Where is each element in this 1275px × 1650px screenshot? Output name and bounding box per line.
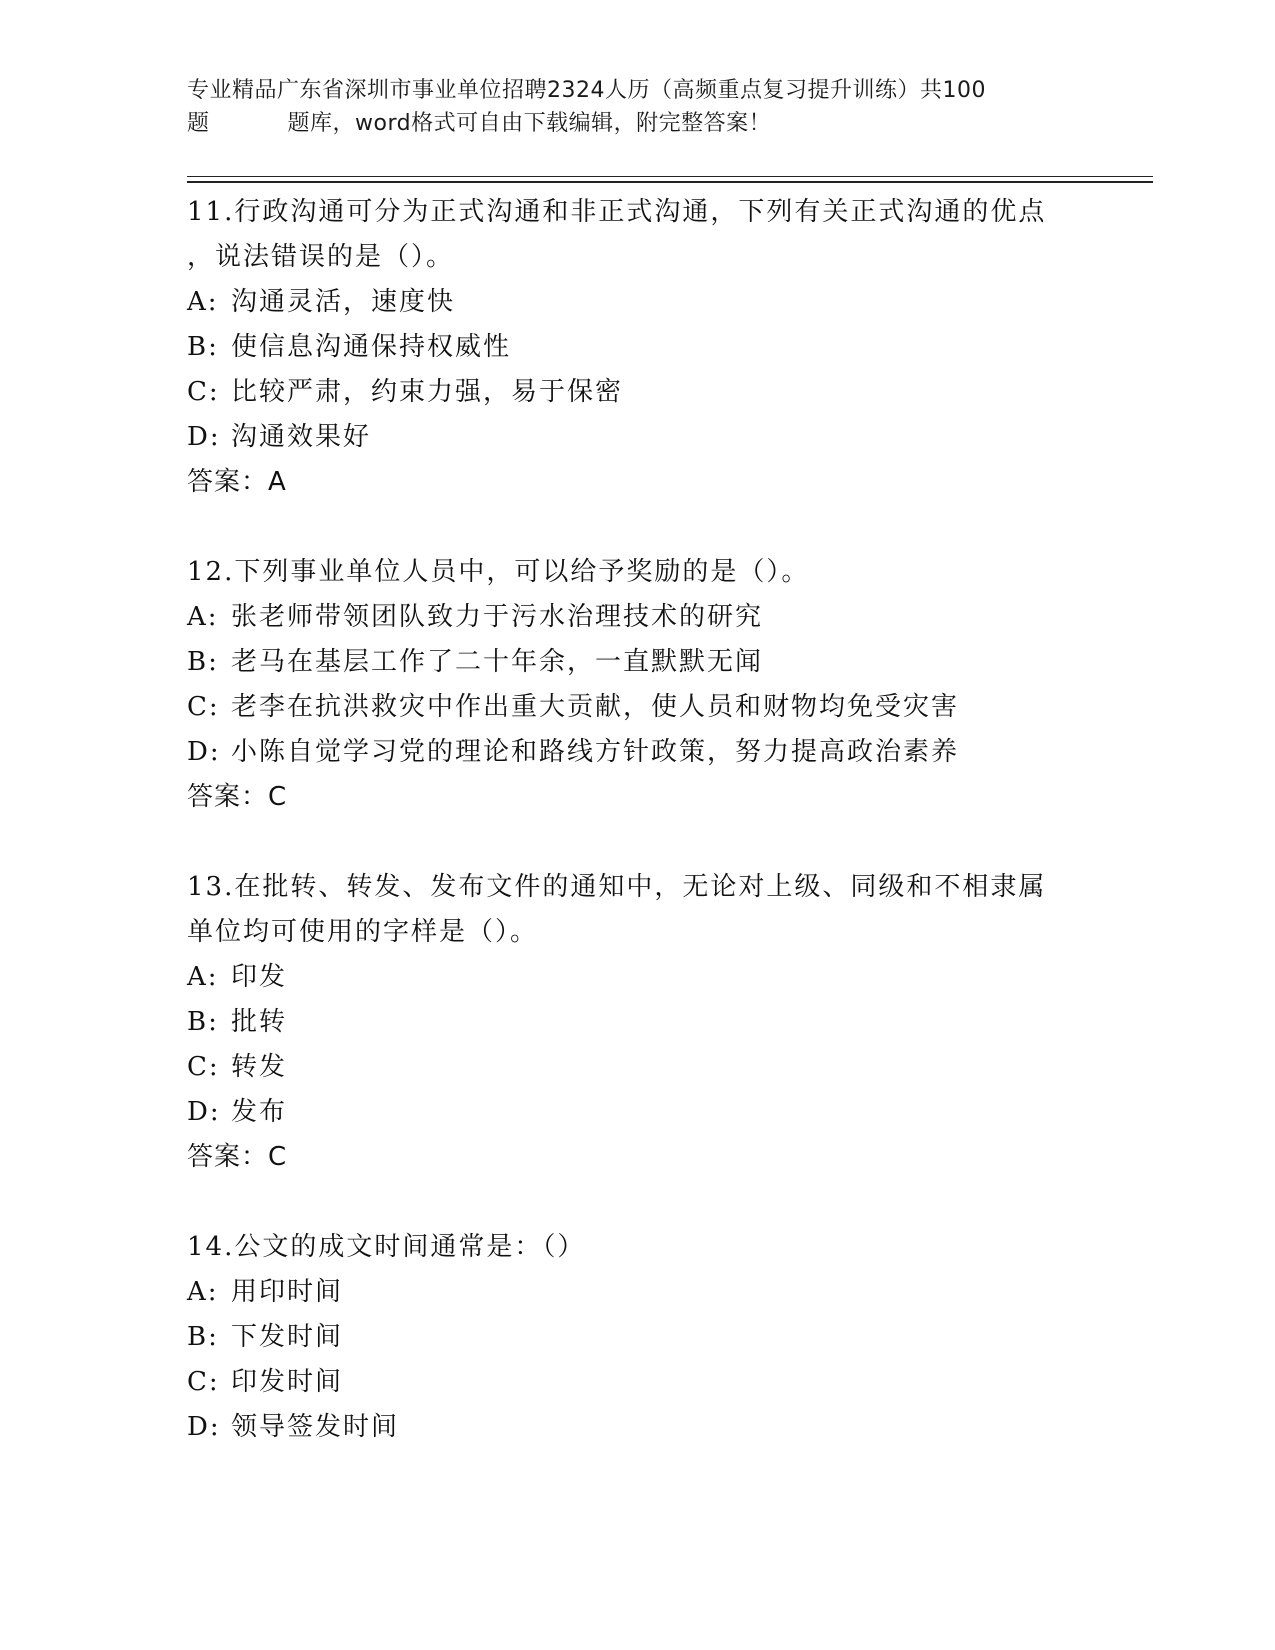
- header-line-2-right: 题库，word格式可自由下载编辑，附完整答案！: [287, 111, 772, 136]
- option-text: 使信息沟通保持权威性: [231, 332, 512, 362]
- option-text: 老李在抗洪救灾中作出重大贡献，使人员和财物均免受灾害: [231, 692, 960, 722]
- option-letter: B:: [187, 1007, 219, 1037]
- option-b: [187, 640, 1087, 685]
- option-d: [187, 1405, 1087, 1450]
- option-text: 沟通灵活，速度快: [231, 287, 456, 317]
- header-divider-thin: [187, 176, 1153, 177]
- option-text: 用印时间: [231, 1277, 344, 1307]
- option-letter: A:: [187, 602, 219, 632]
- option-letter: B:: [187, 647, 219, 677]
- option-text: 转发: [231, 1052, 288, 1082]
- header-divider-thick: [187, 181, 1153, 183]
- option-a: [187, 955, 1087, 1000]
- answer-line: 答案：A: [187, 467, 287, 497]
- question-14: [187, 1225, 1087, 1450]
- option-b: [187, 1000, 1087, 1045]
- option-letter: D:: [187, 737, 221, 767]
- question-11: [187, 190, 1087, 505]
- option-text: 小陈自觉学习党的理论和路线方针政策，努力提高政治素养: [231, 737, 960, 767]
- option-letter: A:: [187, 287, 219, 317]
- option-a: [187, 595, 1087, 640]
- option-letter: C:: [187, 377, 220, 407]
- option-text: 印发: [231, 962, 288, 992]
- option-d: [187, 730, 1087, 775]
- option-b: [187, 1315, 1087, 1360]
- header-line-2-left: 题: [187, 111, 210, 136]
- answer-line: 答案：C: [187, 782, 288, 812]
- question-stem: 13.在批转、转发、发布文件的通知中，无论对上级、同级和不相隶属: [187, 872, 1047, 902]
- option-letter: B:: [187, 332, 219, 362]
- question-stem-continued: 单位均可使用的字样是（）。: [187, 917, 539, 947]
- option-text: 沟通效果好: [231, 422, 372, 452]
- header-line-1: 专业精品广东省深圳市事业单位招聘2324人历（高频重点复习提升训练）共100: [187, 78, 986, 103]
- option-letter: A:: [187, 962, 219, 992]
- option-a: [187, 1270, 1087, 1315]
- option-d: [187, 1090, 1087, 1135]
- option-text: 批转: [231, 1007, 288, 1037]
- option-text: 老马在基层工作了二十年余，一直默默无闻: [231, 647, 764, 677]
- option-c: [187, 685, 1087, 730]
- question-stem-continued: ，说法错误的是（）。: [187, 242, 455, 272]
- option-letter: B:: [187, 1322, 219, 1352]
- option-letter: C:: [187, 1367, 220, 1397]
- option-c: [187, 1045, 1087, 1090]
- question-stem: 11.行政沟通可分为正式沟通和非正式沟通，下列有关正式沟通的优点: [187, 197, 1047, 227]
- option-text: 发布: [231, 1097, 288, 1127]
- option-letter: D:: [187, 422, 221, 452]
- option-letter: D:: [187, 1097, 221, 1127]
- option-letter: C:: [187, 1052, 220, 1082]
- option-letter: C:: [187, 692, 220, 722]
- question-12: [187, 550, 1087, 820]
- option-d: [187, 415, 1087, 460]
- option-text: 印发时间: [231, 1367, 344, 1397]
- question-list: [187, 190, 1087, 1450]
- option-letter: D:: [187, 1412, 221, 1442]
- document-header: [187, 74, 1087, 140]
- question-stem: 12.下列事业单位人员中，可以给予奖励的是（）。: [187, 557, 810, 587]
- option-letter: A:: [187, 1277, 219, 1307]
- answer-line: 答案：C: [187, 1142, 288, 1172]
- question-13: [187, 865, 1087, 1180]
- option-b: [187, 325, 1087, 370]
- option-a: [187, 280, 1087, 325]
- header-line-2: [187, 107, 1087, 140]
- option-text: 比较严肃，约束力强，易于保密: [231, 377, 624, 407]
- option-text: 下发时间: [231, 1322, 344, 1352]
- option-text: 张老师带领团队致力于污水治理技术的研究: [231, 602, 764, 632]
- option-c: [187, 1360, 1087, 1405]
- option-text: 领导签发时间: [231, 1412, 400, 1442]
- question-stem: 14.公文的成文时间通常是：（）: [187, 1232, 586, 1262]
- option-c: [187, 370, 1087, 415]
